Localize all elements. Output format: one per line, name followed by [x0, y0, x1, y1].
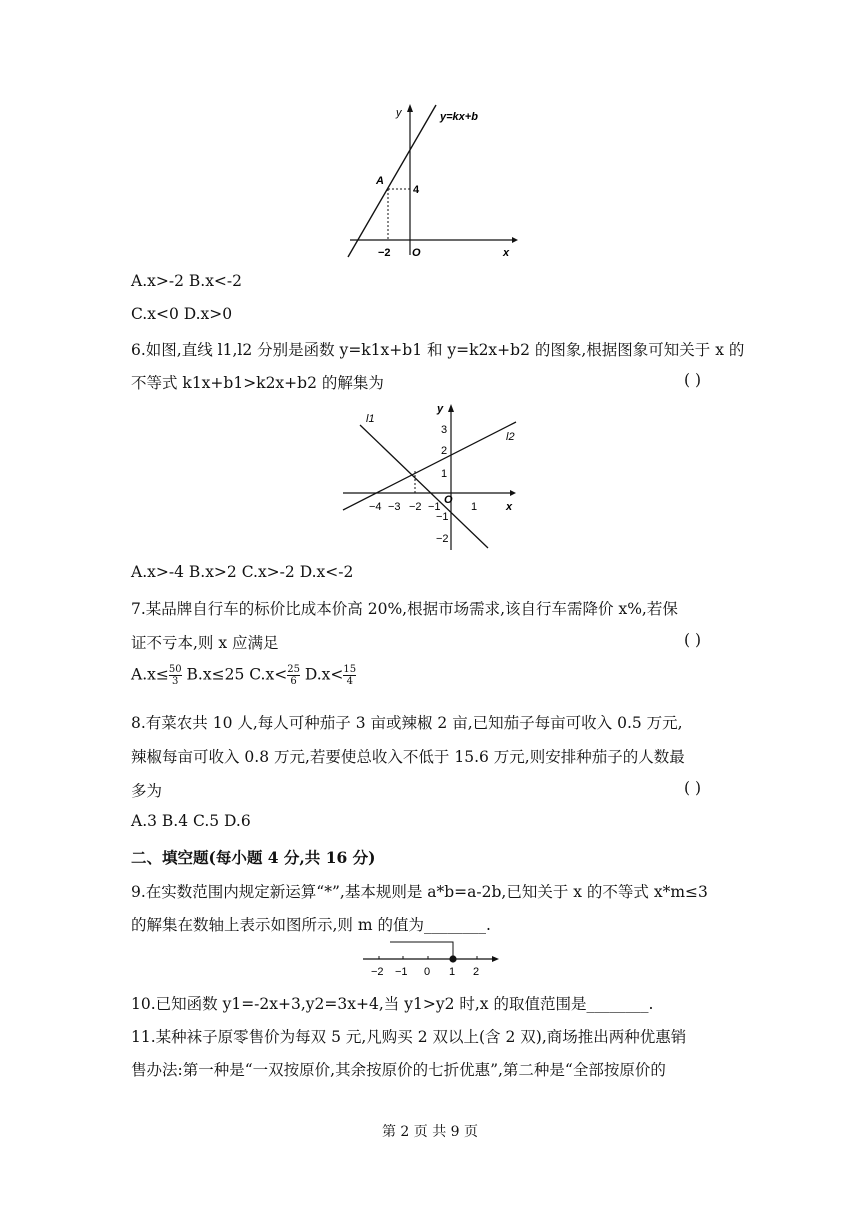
svg-text:x: x	[506, 501, 513, 513]
svg-text:−2: −2	[436, 533, 449, 545]
svg-text:1: 1	[441, 468, 448, 480]
figure-q6-graph	[338, 400, 523, 555]
q6-stem-line2: 不等式 k1x+b1>k2x+b2 的解集为	[131, 374, 384, 392]
svg-text:l2: l2	[506, 431, 515, 443]
svg-text:x: x	[503, 247, 510, 259]
q7-stem-line2: 证不亏本,则 x 应满足	[131, 634, 279, 652]
svg-text:1: 1	[471, 501, 478, 513]
svg-text:3: 3	[441, 424, 448, 436]
svg-text:A: A	[376, 175, 384, 187]
page-footer: 第 2 页 共 9 页	[381, 1124, 479, 1140]
svg-text:O: O	[444, 494, 453, 506]
q7-option-a: A.x≤	[131, 665, 169, 684]
q6-options: A.x>-4 B.x>2 C.x>-2 D.x<-2	[131, 563, 354, 581]
q11-stem-line1: 11.某种袜子原零售价为每双 5 元,凡购买 2 双以上(含 2 双),商场推出两种优惠销	[131, 1028, 687, 1046]
q9-stem-line2: 的解集在数轴上表示如图所示,则 m 的值为________.	[131, 916, 491, 934]
q10-stem: 10.已知函数 y1=-2x+3,y2=3x+4,当 y1>y2 时,x 的取值范围是________.	[131, 995, 654, 1013]
svg-text:1: 1	[449, 966, 456, 978]
q7-stem-line1: 7.某品牌自行车的标价比成本价高 20%,根据市场需求,该自行车需降价 x%,若保	[131, 600, 678, 618]
q6-answer-paren: ( )	[684, 371, 702, 389]
q7-option-bc: B.x≤25 C.x<	[186, 665, 288, 684]
q7-fraction-c: $\frac{25}{6}$	[287, 664, 300, 687]
svg-text:0: 0	[424, 966, 431, 978]
svg-text:2: 2	[441, 445, 448, 457]
q9-stem-line1: 9.在实数范围内规定新运算“*”,基本规则是 a*b=a-2b,已知关于 x 的不等式 x*m≤3	[131, 883, 708, 901]
q5-options-line1: A.x>-2 B.x<-2	[131, 272, 243, 290]
q7-fraction-d: $\frac{15}{4}$	[343, 664, 357, 687]
q7-option-d: D.x<	[304, 665, 344, 684]
q7-fraction-a: $\frac{50}{3}$	[168, 664, 182, 687]
q8-stem-line1: 8.有菜农共 10 人,每人可种茄子 3 亩或辣椒 2 亩,已知茄子每亩可收入 0.5 万元,	[131, 714, 683, 732]
svg-text:−2: −2	[371, 966, 384, 978]
svg-text:4: 4	[413, 184, 420, 196]
svg-text:y: y	[437, 403, 444, 415]
svg-text:−1: −1	[395, 966, 408, 978]
q5-options-line2: C.x<0 D.x>0	[131, 305, 233, 323]
svg-text:y=kx+b: y=kx+b	[440, 111, 478, 123]
q8-options: A.3 B.4 C.5 D.6	[131, 812, 251, 830]
svg-text:−2: −2	[409, 501, 422, 513]
q8-stem-line3: 多为	[131, 782, 163, 800]
q7-answer-paren: ( )	[684, 631, 702, 649]
q6-stem-line1: 6.如图,直线 l1,l2 分别是函数 y=k1x+b1 和 y=k2x+b2 的图象,根据图象可知关于 x 的	[131, 341, 745, 359]
figure-q9-numberline	[360, 937, 500, 979]
q8-answer-paren: ( )	[684, 779, 702, 797]
svg-text:−4: −4	[369, 501, 382, 513]
svg-text:−3: −3	[388, 501, 401, 513]
section-heading-fill-in: 二、填空题(每小题 4 分,共 16 分)	[131, 848, 376, 867]
svg-text:−2: −2	[378, 247, 391, 259]
svg-text:2: 2	[473, 966, 480, 978]
svg-text:y: y	[396, 107, 402, 119]
svg-text:l1: l1	[366, 413, 375, 425]
svg-text:O: O	[412, 247, 421, 259]
svg-text:−1: −1	[428, 501, 441, 513]
q8-stem-line2: 辣椒每亩可收入 0.8 万元,若要使总收入不低于 15.6 万元,则安排种茄子的人数最	[131, 748, 685, 766]
svg-text:−1: −1	[436, 511, 449, 523]
q11-stem-line2: 售办法:第一种是“一双按原价,其余按原价的七折优惠”,第二种是“全部按原价的	[131, 1061, 666, 1079]
figure-q5-graph	[340, 100, 520, 260]
q7-options	[131, 664, 356, 687]
